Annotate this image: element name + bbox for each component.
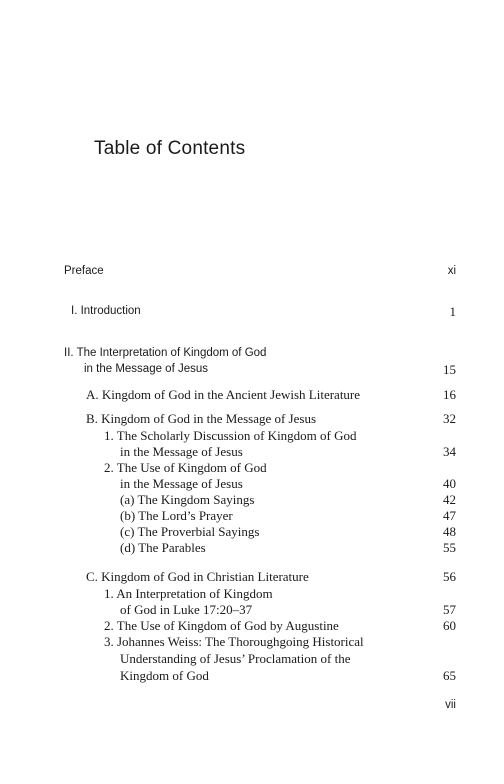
toc-label: (d) The Parables [120, 540, 206, 555]
toc-label: A. Kingdom of God in the Ancient Jewish Literature [86, 387, 361, 402]
toc-label-line-1: II. The Interpretation of Kingdom of God [64, 347, 267, 359]
toc-label-line-2: of God in Luke 17:20–37 [120, 602, 253, 617]
toc-page-number: 16 [443, 387, 456, 402]
toc-label: 2. The Use of Kingdom of God by Augustine [104, 618, 339, 633]
toc-page-number: 55 [443, 540, 456, 555]
page-title: Table of Contents [94, 138, 246, 159]
toc-page-number: 60 [443, 618, 456, 633]
toc-page-number: 57 [443, 602, 456, 617]
toc-label: (c) The Proverbial Sayings [120, 524, 260, 539]
toc-page-number: xi [447, 265, 456, 277]
toc-page-number: 42 [443, 492, 456, 507]
toc-label-line-1: 2. The Use of Kingdom of God [104, 460, 267, 475]
toc-label: (a) The Kingdom Sayings [120, 492, 255, 507]
toc-page-number: 48 [443, 524, 456, 539]
toc-page-number: 15 [443, 362, 456, 377]
toc-label: (b) The Lord’s Prayer [120, 508, 233, 523]
toc-label: I. Introduction [71, 305, 141, 317]
toc-label: B. Kingdom of God in the Message of Jesus [86, 411, 317, 426]
toc-label-line-2: in the Message of Jesus [84, 363, 209, 375]
toc-label-line-2: in the Message of Jesus [120, 444, 243, 459]
toc-page-number: 47 [443, 508, 456, 523]
toc-page-number: 40 [443, 476, 456, 491]
toc-label-line-1: 3. Johannes Weiss: The Thoroughgoing Historical [104, 634, 364, 649]
toc-label-line-3: Kingdom of God [120, 668, 209, 683]
toc-label-line-2: in the Message of Jesus [120, 476, 243, 491]
toc-label: C. Kingdom of God in Christian Literature [86, 569, 309, 584]
toc-label: Preface [64, 265, 104, 277]
toc-page-number: 65 [443, 668, 456, 683]
toc-label-line-1: 1. The Scholarly Discussion of Kingdom of God [104, 428, 357, 443]
toc-page-number: 1 [449, 304, 456, 319]
toc-label-line-1: 1. An Interpretation of Kingdom [104, 586, 273, 601]
page-number: vii [445, 699, 456, 711]
toc-page-number: 34 [443, 444, 456, 459]
toc-label-line-2: Understanding of Jesus’ Proclamation of the [120, 651, 351, 666]
toc-page-number: 56 [443, 569, 456, 584]
toc-page-number: 32 [443, 411, 456, 426]
